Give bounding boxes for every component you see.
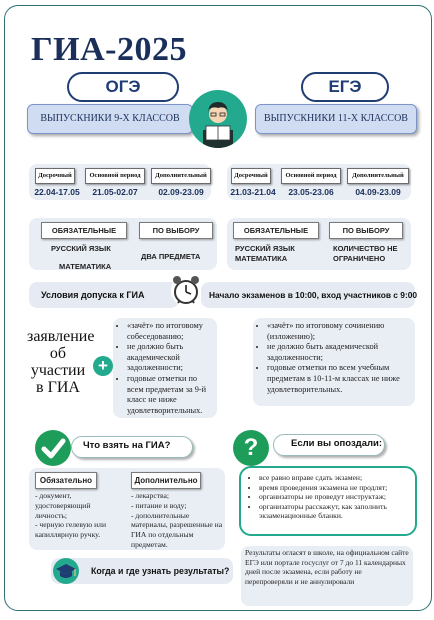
graduation-cap-icon — [53, 558, 79, 584]
oge-period-label-main: Основной период — [85, 168, 145, 184]
question-icon: ? — [233, 430, 269, 466]
ege-conditions-panel — [253, 318, 415, 406]
ege-choice-subjects: КОЛИЧЕСТВО НЕ ОГРАНИЧЕНО — [333, 244, 398, 263]
ege-period-dates-extra: 04.09-23.09 — [355, 187, 401, 197]
oge-period-label-extra: Дополнительный — [151, 168, 211, 184]
results-text: Результаты огласят в школе, на официальном сайте ЕГЭ или портале госуслуг от 7 до 11 календарных дней после экзамена, если работу не перепроверяли и не аннулировали — [245, 548, 409, 586]
late-item: • организаторы не проведут инструктаж; — [259, 492, 411, 502]
plus-icon: + — [93, 356, 113, 376]
oge-period-dates-early: 22.04-17.05 — [34, 187, 80, 197]
ege-period-label-main: Основной период — [281, 168, 341, 184]
late-panel — [239, 466, 417, 536]
take-mandatory-item: - документ, удостоверяющий личность; — [35, 491, 91, 520]
oge-period-label-early: Досрочный — [35, 168, 75, 184]
start-time-text: Начало экзаменов в 10:00, вход участников с 9:00 — [209, 290, 418, 300]
late-item: • организаторы расскажут, как заполнить экзаменационные бланки. — [259, 502, 411, 521]
late-item: • все равно вправе сдать экзамен; — [259, 473, 411, 483]
admission-label: Условия допуска к ГИА — [41, 290, 145, 300]
late-question: Если вы опоздали: — [291, 438, 383, 449]
oge-choice-tag: ПО ВЫБОРУ — [139, 222, 213, 239]
take-optional-list — [131, 491, 223, 550]
ege-pill — [301, 72, 389, 102]
ege-condition-item: • «зачёт» по итоговому сочинению (изложению); — [267, 321, 411, 342]
oge-graduates-bar: ВЫПУСКНИКИ 9-Х КЛАССОВ — [27, 104, 193, 134]
application-text: заявление об участии в ГИА — [27, 328, 95, 396]
ege-condition-item: • годовые отметки по всем учебным предметам в 10-11-м классах не ниже удовлетворительных. — [267, 363, 411, 395]
check-icon — [35, 430, 71, 466]
ege-choice-tag: ПО ВЫБОРУ — [329, 222, 403, 239]
take-optional-tag: Дополнительно — [131, 472, 201, 489]
ege-label: ЕГЭ — [328, 77, 362, 96]
infographic-page — [4, 5, 432, 611]
take-optional-item: - дополнительные материалы, разрешенные на ГИА по отдельным предметам. — [131, 510, 223, 549]
ege-period-dates-main: 23.05-23.06 — [288, 187, 334, 197]
ege-condition-item: • не должно быть академической задолженности; — [267, 342, 411, 363]
ege-mandatory-tag: ОБЯЗАТЕЛЬНЫЕ — [233, 222, 319, 239]
oge-period-dates-main: 21.05-02.07 — [92, 187, 138, 197]
ege-period-dates-early: 21.03-21.04 — [230, 187, 276, 197]
take-optional-item: - лекарства; — [131, 491, 169, 500]
take-mandatory-item: - черную гелевую или капиллярную ручку. — [35, 520, 107, 540]
oge-subject-russian: РУССКИЙ ЯЗЫК — [51, 244, 111, 253]
ege-period-label-early: Досрочный — [231, 168, 271, 184]
take-mandatory-list — [35, 491, 117, 540]
oge-pill — [67, 72, 179, 102]
take-question: Что взять на ГИА? — [83, 440, 171, 451]
results-question: Когда и где узнать результаты? — [91, 566, 230, 576]
oge-choice-subjects: ДВА ПРЕДМЕТА — [141, 252, 201, 261]
graduate-reading-icon — [189, 90, 247, 148]
oge-condition-item: • годовые отметки по всем предметам за 9-й класс не ниже удовлетворительных. — [127, 374, 215, 416]
alarm-clock-icon — [171, 274, 199, 306]
ege-period-label-extra: Дополнительный — [347, 168, 409, 184]
oge-label: ОГЭ — [105, 77, 141, 96]
take-mandatory-tag: Обязательно — [35, 472, 97, 489]
take-optional-item: - питание и воду; — [131, 500, 187, 510]
oge-conditions-panel — [113, 318, 217, 418]
oge-condition-item: • не должно быть академической задолженности; — [127, 342, 215, 374]
ege-mandatory-subjects: РУССКИЙ ЯЗЫК МАТЕМАТИКА — [235, 244, 295, 263]
oge-condition-item: • «зачёт» по итоговому собеседованию; — [127, 321, 215, 342]
oge-period-dates-extra: 02.09-23.09 — [158, 187, 204, 197]
page-title: ГИА-2025 — [31, 31, 187, 68]
ege-graduates-bar: ВЫПУСКНИКИ 11-Х КЛАССОВ — [255, 104, 417, 134]
late-item: • время проведения экзамена не продлят; — [259, 483, 411, 493]
oge-subject-math: МАТЕМАТИКА — [59, 262, 112, 271]
oge-mandatory-tag: ОБЯЗАТЕЛЬНЫЕ — [41, 222, 127, 239]
